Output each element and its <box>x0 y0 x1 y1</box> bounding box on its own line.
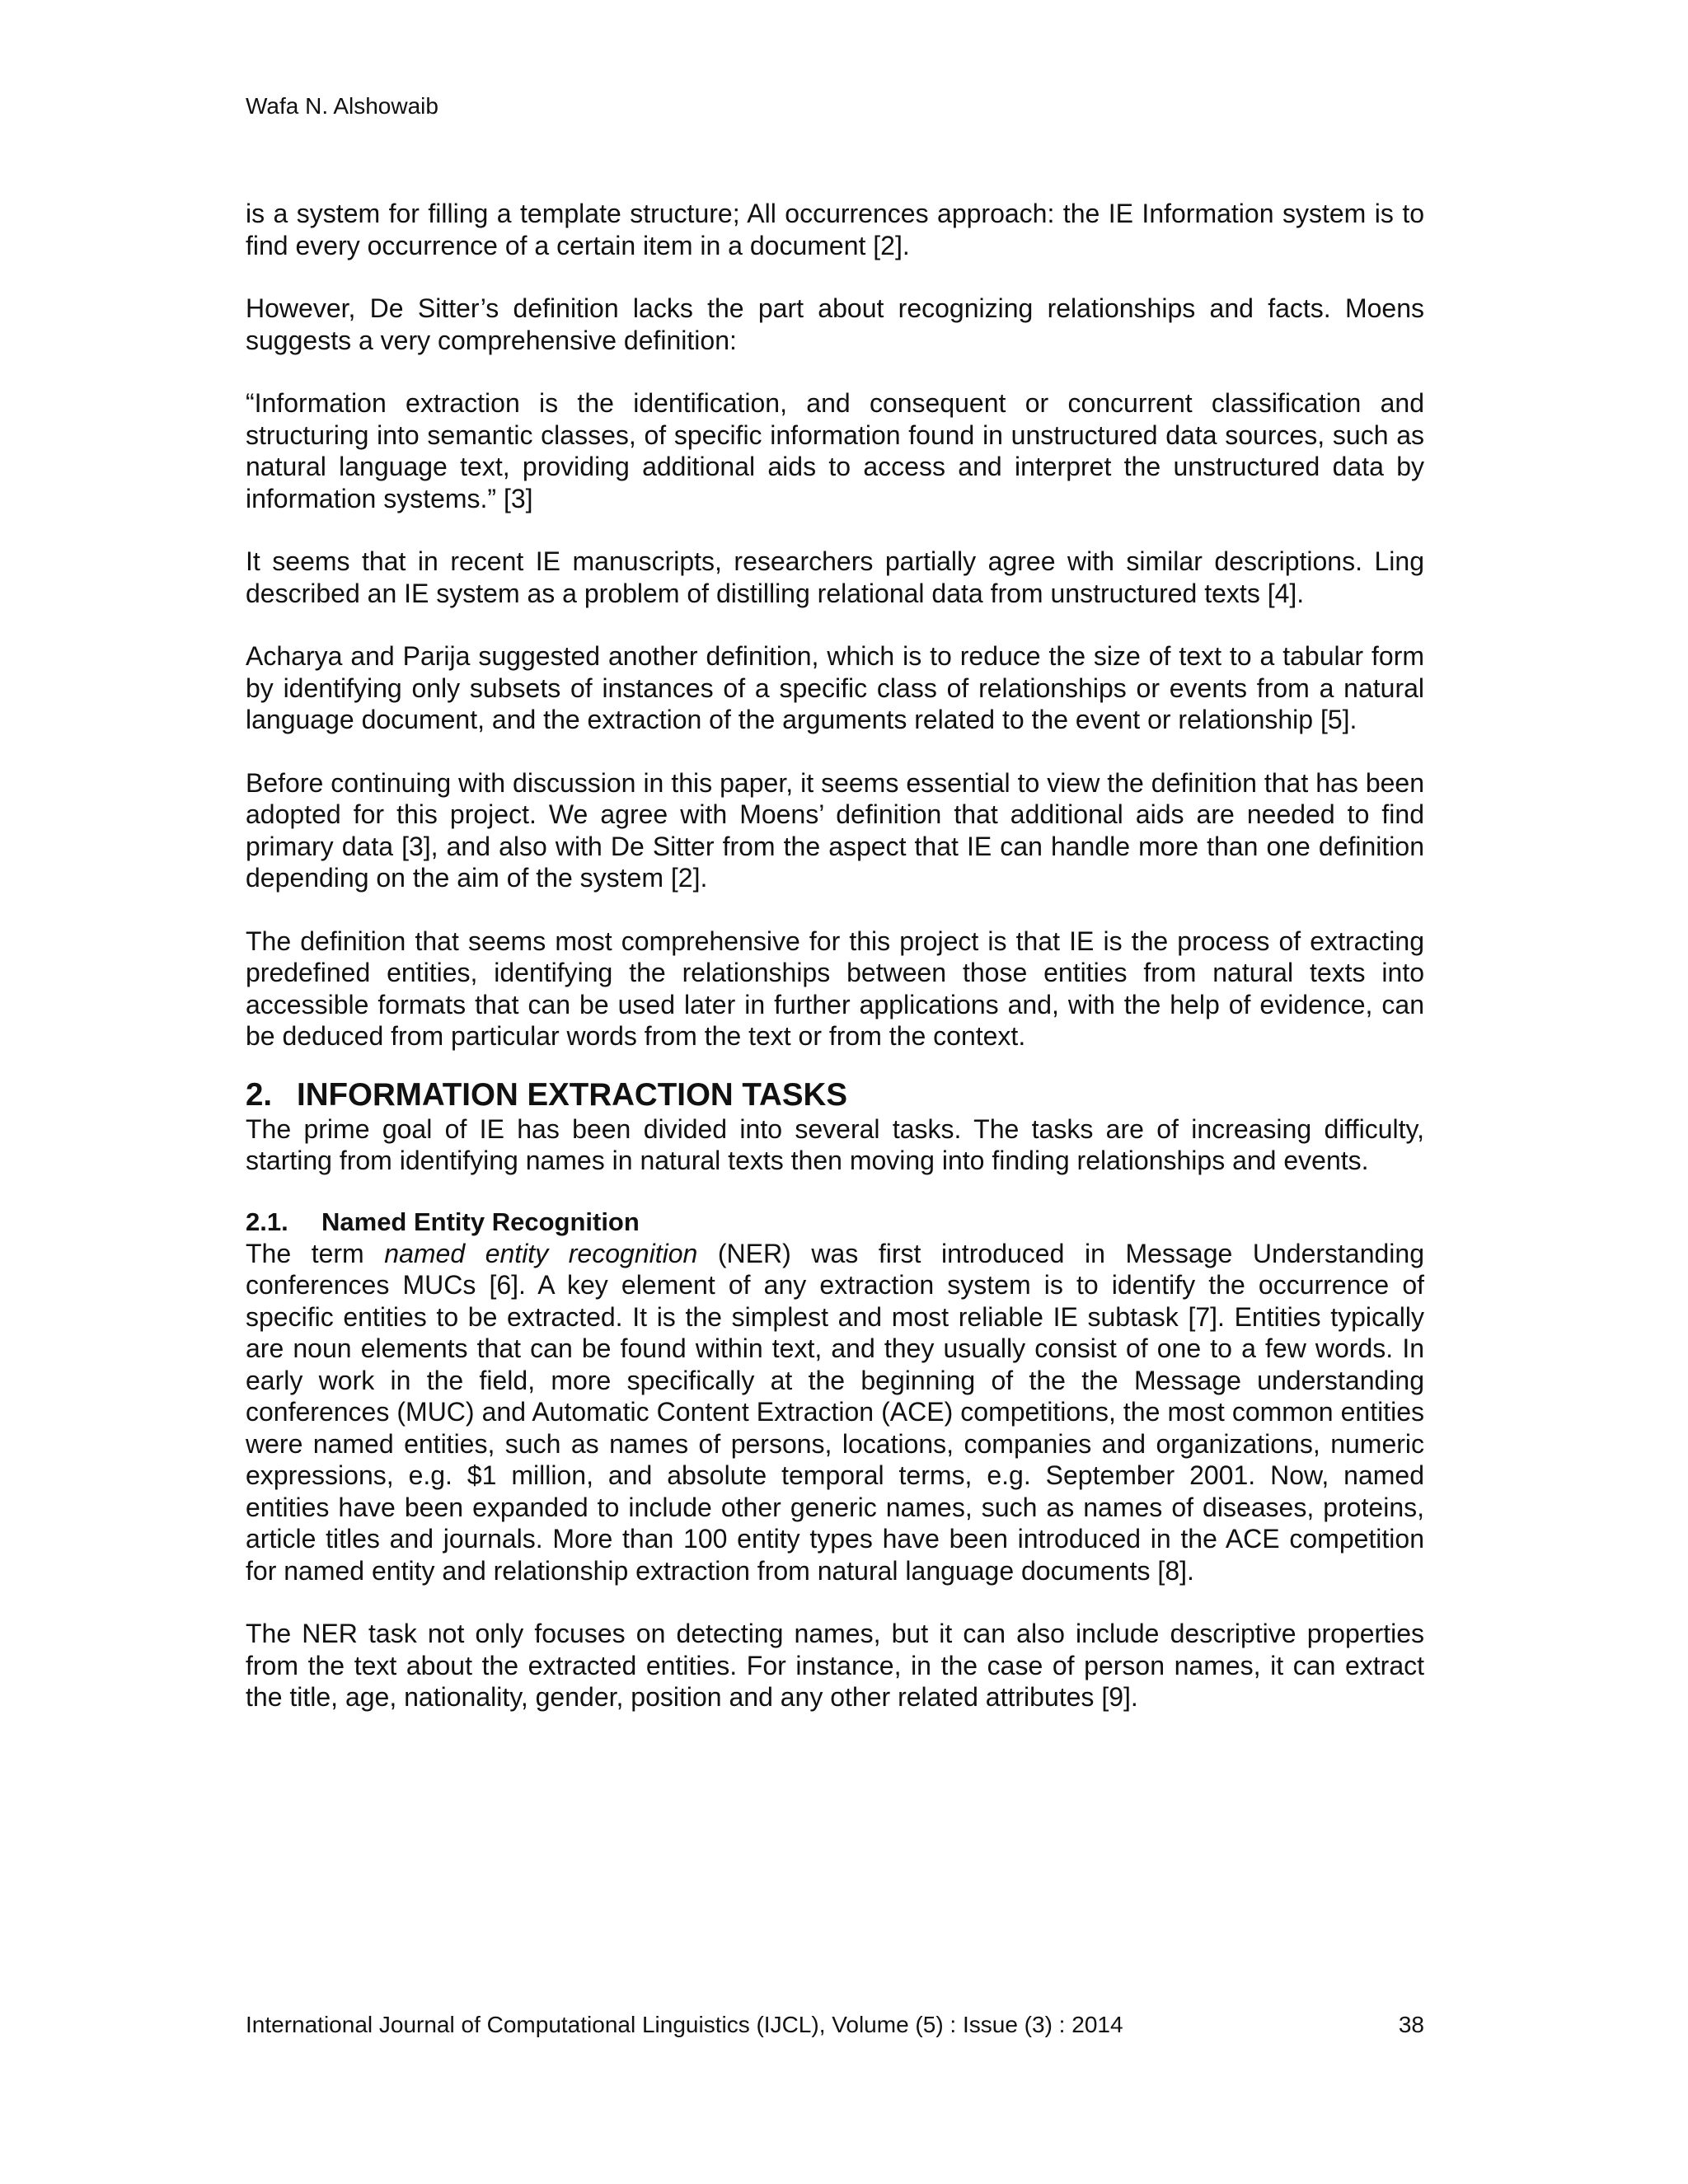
section-2-1-number: 2.1. <box>246 1207 288 1236</box>
paragraph-5: Acharya and Parija suggested another definition, which is to reduce the size of text to a tabular form by identifying only subsets of instances of a specific class of relationships or events from a natural language document, and the extraction of the arguments related to the event or relationship [5]. <box>246 641 1424 734</box>
running-head-author: Wafa N. Alshowaib <box>246 93 438 119</box>
ner-paragraph-2: The NER task not only focuses on detecting names, but it can also include descriptive properties from the text about the extracted entities. For instance, in the case of person names, it can extract the title, age, nationality, gender, position and any other related attributes [9]. <box>246 1619 1424 1712</box>
section-2-title: INFORMATION EXTRACTION TASKS <box>297 1076 848 1113</box>
section-2-heading <box>246 1077 1424 1113</box>
paragraph-1: is a system for filling a template structure; All occurrences approach: the IE Information system is to find every occurrence of a certain item in a document [2]. <box>246 199 1424 260</box>
ner-p1-body: (NER) was first introduced in Message Understanding conferences MUCs [6]. A key element of any extraction system is to identify the occurrence of specific entities to be extracted. It is the simplest and most reliable IE subtask [7]. Entities typically are noun elements that can be found within text, and they usually consist of one to a few words. In early work in the field, more specifically at the beginning of the the Message understanding conferences (MUC) and Automatic Content Extraction (ACE) competitions, the most common entities were named entities, such as names of persons, locations, companies and organizations, numeric expressions, e.g. $1 million, and absolute temporal terms, e.g. September 2001. Now, named entities have been expanded to include other generic names, such as names of diseases, proteins, article titles and journals. More than 100 entity types have been introduced in the ACE competition for named entity and relationship extraction from natural language documents [8]. <box>246 1238 1425 1586</box>
ner-paragraph-1 <box>246 1238 1424 1587</box>
section-2-1-heading <box>246 1207 1424 1238</box>
body-column <box>246 198 1424 1745</box>
section-2-number: 2. <box>246 1076 273 1113</box>
paragraph-2: However, De Sitter’s definition lacks the part about recognizing relationships and facts. Moens suggests a very comprehensive definition: <box>246 293 1424 355</box>
page-footer <box>246 2011 1424 2039</box>
footer-journal-citation: International Journal of Computational Linguistics (IJCL), Volume (5) : Issue (3) : 2014 <box>246 2012 1123 2037</box>
ner-term-italic: named entity recognition <box>384 1238 698 1268</box>
section-2-intro: The prime goal of IE has been divided into several tasks. The tasks are of increasing difficulty, starting from identifying names in natural texts then moving into finding relationships and events. <box>246 1113 1424 1175</box>
footer-page-number: 38 <box>1398 2012 1424 2037</box>
paragraph-7: The definition that seems most comprehensive for this project is that IE is the process of extracting predefined entities, identifying the relationships between those entities from natural texts into accessible formats that can be used later in further applications and, with the help of evidence, can be deduced from particular words from the text or from the context. <box>246 926 1424 1051</box>
section-2-1-title: Named Entity Recognition <box>321 1207 640 1236</box>
paragraph-4: It seems that in recent IE manuscripts, researchers partially agree with similar descriptions. Ling described an IE system as a problem of distilling relational data from unstructured texts [4]. <box>246 546 1424 608</box>
paragraph-3-quote: “Information extraction is the identification, and consequent or concurrent classification and structuring into semantic classes, of specific information found in unstructured data sources, such as natural language text, providing additional aids to access and interpret the unstructured data by information systems.” [3] <box>246 388 1424 513</box>
paragraph-6: Before continuing with discussion in this paper, it seems essential to view the definition that has been adopted for this project. We agree with Moens’ definition that additional aids are needed to find primary data [3], and also with De Sitter from the aspect that IE can handle more than one definition depending on the aim of the system [2]. <box>246 767 1424 893</box>
ner-p1-lead: The term <box>246 1238 385 1268</box>
